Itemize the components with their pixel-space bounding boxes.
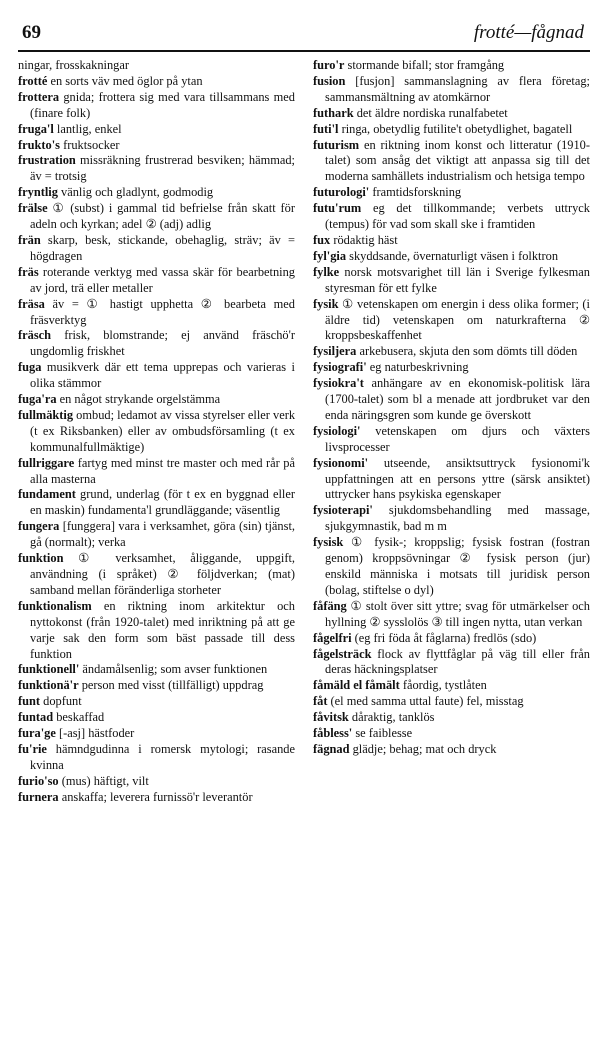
entry-headword: fysionomi': [313, 455, 369, 470]
dictionary-entry: [313, 376, 590, 424]
dictionary-entry: [18, 122, 295, 138]
dictionary-entry: [18, 456, 295, 488]
dictionary-entry: [18, 153, 295, 185]
entry-headword: fusion: [313, 73, 346, 88]
entry-definition: anskaffa; leverera furnissö'r leverantör: [58, 789, 253, 804]
dictionary-entry: [18, 599, 295, 663]
dictionary-entry: [313, 249, 590, 265]
entry-definition: [fusjon] sammanslagning av flera företag; sammansmältning av atomkärnor: [325, 73, 590, 104]
entry-definition: grund, underlag (för t ex en byggnad eller en maskin) fundamenta'l grundläggande; väsentlig: [30, 487, 295, 518]
entry-headword: funktionä'r: [18, 678, 79, 693]
entry-headword: funktionell': [18, 662, 80, 677]
entry-headword: frän: [18, 232, 41, 247]
entry-headword: fräsa: [18, 296, 45, 311]
entry-definition: dåraktig, tanklös: [348, 710, 435, 725]
entry-definition: sjukdomsbehandling med massage, sjukgymnastik, bad m m: [325, 503, 590, 534]
dictionary-entry: [18, 678, 295, 694]
running-head: frotté—fågnad: [473, 22, 584, 43]
dictionary-entry: [18, 265, 295, 297]
dictionary-entry: [18, 774, 295, 790]
entry-headword: fundament: [18, 487, 76, 502]
dictionary-entry: [18, 185, 295, 201]
dictionary-entry: [18, 790, 295, 806]
entry-headword: fuga'ra: [18, 392, 57, 407]
entry-headword: furo'r: [313, 58, 345, 72]
entry-definition: fruktsocker: [60, 137, 120, 152]
entry-headword: funtad: [18, 710, 54, 725]
entry-headword: fuga: [18, 360, 42, 375]
entry-definition: ① fysik-; kroppslig; fysisk fostran (fostran genom) kroppsövningar ② fysisk person (jur) enskild människa i motsats till juridisk person (bolag, stiftelse o dyl): [325, 535, 590, 597]
entry-headword: fysiljera: [313, 344, 357, 359]
dictionary-entry: [313, 297, 590, 345]
entry-definition: musikverk där ett tema upprepas och varieras i olika stämmor: [30, 360, 295, 391]
entry-headword: frukto's: [18, 137, 60, 152]
dictionary-entry: [18, 233, 295, 265]
entry-headword: fryntlig: [18, 185, 58, 200]
dictionary-entry: [313, 185, 590, 201]
right-column: [313, 58, 590, 1053]
entry-definition: ① vetenskapen om energin i dess olika former; (i äldre tid) vetenskapen om naturkrafterna ② kroppsbeskaffenhet: [325, 296, 590, 343]
dictionary-entry: [313, 647, 590, 679]
entry-definition: en riktning inom arkitektur och nyttokonst (från 1920-talet) med inriktning på att ge varje sak den form som bäst passade till dess funktion: [30, 598, 295, 661]
entry-headword: frottera: [18, 89, 60, 104]
dictionary-entry: [313, 360, 590, 376]
dictionary-entry: [313, 535, 590, 599]
entry-definition: dopfunt: [40, 694, 82, 709]
entry-definition: skarp, besk, stickande, obehaglig, sträv; äv = högdragen: [30, 232, 295, 263]
dictionary-entry: [18, 58, 295, 74]
entry-definition: [-asj] hästfoder: [55, 726, 135, 741]
entry-definition: vänlig och gladlynt, godmodig: [57, 185, 214, 200]
entry-headword: fräs: [18, 264, 39, 279]
dictionary-entry: [313, 74, 590, 106]
dictionary-entry: [313, 265, 590, 297]
entry-headword: futurologi': [313, 185, 370, 200]
dictionary-entry: [313, 233, 590, 249]
dictionary-entry: [18, 90, 295, 122]
entry-definition: fåordig, tystlåten: [399, 678, 487, 693]
entry-definition: missräkning frustrerad besviken; hämmad; äv = trotsig: [30, 153, 295, 184]
dictionary-entry: [313, 122, 590, 138]
entry-definition: hämndgudinna i romersk mytologi; rasande kvinna: [30, 741, 295, 772]
entry-definition: se faiblesse: [352, 726, 413, 741]
entry-headword: funt: [18, 694, 41, 709]
entry-headword: fågelsträck: [313, 646, 372, 661]
dictionary-entry: [313, 503, 590, 535]
entry-definition: ningar, frosskakningar: [18, 58, 129, 72]
dictionary-entry: [313, 742, 590, 758]
entry-definition: ① verksamhet, åliggande, uppgift, användning (i språket) ② följdverkan; (mat) samband mellan föränderliga storheter: [30, 551, 295, 597]
entry-definition: eg naturbeskrivning: [366, 360, 469, 375]
entry-headword: fåvitsk: [313, 710, 349, 725]
dictionary-entry: [18, 392, 295, 408]
entry-definition: (eg fri föda åt fåglarna) fredlös (sdo): [351, 630, 537, 645]
entry-definition: fartyg med minst tre master och med rår på alla masterna: [30, 455, 295, 486]
dictionary-entry: [18, 74, 295, 90]
dictionary-entry: [18, 360, 295, 392]
entry-definition: en något strykande orgelstämma: [56, 392, 221, 407]
entry-definition: ① (subst) i gammal tid befrielse från skatt för adeln och kyrkan; adel ② (adj) adlig: [30, 201, 295, 232]
entry-definition: ombud; ledamot av vissa styrelser eller verk (t ex Riksbanken) eller av ombudsförsamling (t ex kommunalfullmäktige): [30, 407, 296, 454]
entry-headword: furnera: [18, 789, 59, 804]
entry-headword: fåt: [313, 694, 328, 709]
entry-headword: fågelfri: [313, 630, 352, 645]
entry-definition: (mus) häftigt, vilt: [58, 773, 149, 788]
entry-headword: fåbless': [313, 726, 353, 741]
entry-headword: fyl'gia: [313, 248, 347, 263]
entry-headword: furio'so: [18, 773, 59, 788]
entry-headword: fåfäng: [313, 598, 347, 613]
dictionary-entry: [18, 742, 295, 774]
page-header: [22, 14, 584, 44]
entry-definition: utseende, ansiktsuttryck fysionomi'k uppfattningen att en persons yttre (särsk ansiktet) uttrycker hans psykiska egenskaper: [325, 455, 590, 502]
dictionary-entry: [18, 694, 295, 710]
entry-headword: fysisk: [313, 535, 344, 550]
dictionary-entry: [18, 726, 295, 742]
dictionary-entry: [18, 487, 295, 519]
entry-definition: (el med samma uttal faute) fel, misstag: [327, 694, 524, 709]
entry-headword: funktion: [18, 551, 64, 566]
entry-headword: fåmäld el fåmält: [313, 678, 400, 693]
header-rule: [18, 50, 590, 52]
dictionary-entry: [18, 408, 295, 456]
entry-headword: fungera: [18, 519, 60, 534]
entry-definition: glädje; behag; mat och dryck: [349, 741, 497, 756]
dictionary-entry: [313, 456, 590, 504]
entry-headword: fux: [313, 232, 331, 247]
dictionary-entry: [313, 106, 590, 122]
dictionary-entry: [313, 344, 590, 360]
dictionary-entry: [18, 297, 295, 329]
entry-definition: vetenskapen om djurs och växters livsprocesser: [325, 423, 590, 454]
entry-headword: fullmäktig: [18, 407, 74, 422]
dictionary-entry: [313, 726, 590, 742]
entry-headword: futurism: [313, 137, 360, 152]
dictionary-entry: [18, 662, 295, 678]
dictionary-entry: [313, 678, 590, 694]
entry-headword: futhark: [313, 105, 354, 120]
dictionary-entry: [18, 328, 295, 360]
entry-headword: frotté: [18, 73, 48, 88]
entry-definition: ringa, obetydlig futilite't obetydlighet, bagatell: [338, 121, 573, 136]
entry-headword: fylke: [313, 264, 340, 279]
entry-definition: [funggera] vara i verksamhet, göra (sin) tjänst, gå (normalt); verka: [30, 519, 295, 550]
entry-definition: roterande verktyg med vassa skär för bearbetning av jord, trä eller metaller: [30, 264, 295, 295]
entry-definition: person med visst (tillfälligt) uppdrag: [78, 678, 264, 693]
entry-definition: eg det tillkommande; verbets uttryck (tempus) för vad som skall ske i framtiden: [325, 201, 590, 232]
dictionary-entry: [313, 710, 590, 726]
entry-headword: fura'ge: [18, 726, 56, 741]
left-column: [18, 58, 295, 1053]
entry-definition: en sorts väv med öglor på ytan: [47, 73, 203, 88]
dictionary-entry: [313, 201, 590, 233]
entry-definition: rödaktig häst: [330, 232, 398, 247]
entry-definition: beskaffad: [53, 710, 105, 725]
entry-headword: frälse: [18, 201, 48, 216]
entry-headword: fruga'l: [18, 121, 54, 136]
dictionary-entry: [313, 138, 590, 186]
entry-definition: ändamålsenlig; som avser funktionen: [79, 662, 268, 677]
dictionary-entry: [18, 551, 295, 599]
entry-definition: det äldre nordiska runalfabetet: [353, 105, 508, 120]
dictionary-entry: [313, 631, 590, 647]
entry-headword: fullriggare: [18, 455, 75, 470]
dictionary-entry: [313, 58, 590, 74]
entry-headword: fägnad: [313, 741, 350, 756]
entry-definition: flock av flyttfåglar på väg till eller från deras häckningsplatser: [325, 646, 590, 677]
dictionary-entry: [18, 710, 295, 726]
entry-definition: gnida; frottera sig med vara tillsammans med (finare folk): [30, 89, 295, 120]
entry-definition: ① stolt över sitt yttre; svag för utmärkelser och hyllning ② sysslolös ③ till ingen nytta, utan verkan: [325, 598, 590, 629]
entry-definition: lantlig, enkel: [53, 121, 122, 136]
entry-headword: fu'rie: [18, 741, 47, 756]
entry-definition: äv = ① hastigt upphetta ② bearbeta med fräsverktyg: [30, 296, 295, 327]
entry-definition: framtidsforskning: [369, 185, 462, 200]
columns: [18, 58, 590, 1053]
entry-definition: norsk motsvarighet till län i Sverige fylkesman styresman för ett fylke: [325, 264, 590, 295]
entry-headword: fysiologi': [313, 423, 361, 438]
entry-headword: fysiokra't: [313, 376, 364, 391]
entry-definition: frisk, blomstrande; ej använd fräschö'r ungdomlig friskhet: [30, 328, 295, 359]
dictionary-entry: [313, 424, 590, 456]
entry-definition: en riktning inom konst och litteratur (1910-talet) som ansåg det viktigt att anpassa sig till det moderna samhällets industrialism och hetsiga tempo: [325, 137, 590, 184]
entry-headword: fysiografi': [313, 360, 367, 375]
entry-headword: fysioterapi': [313, 503, 373, 518]
entry-definition: stormande bifall; stor framgång: [344, 58, 505, 72]
page-number: 69: [22, 22, 41, 43]
entry-headword: fysik: [313, 296, 339, 311]
dictionary-entry: [18, 201, 295, 233]
dictionary-entry: [18, 519, 295, 551]
dictionary-entry: [313, 694, 590, 710]
entry-headword: frustration: [18, 153, 76, 168]
entry-definition: anhängare av en ekonomisk-politisk lära (1700-talet) som bl a menade att jordbruket var den enda näringsgren som kunde ge överskott: [325, 376, 590, 422]
entry-headword: fräsch: [18, 328, 52, 343]
entry-definition: arkebusera, skjuta den som dömts till döden: [356, 344, 578, 359]
dictionary-entry: [18, 138, 295, 154]
entry-headword: futi'l: [313, 121, 339, 136]
entry-headword: funktionalism: [18, 598, 92, 613]
entry-definition: skyddsande, övernaturligt väsen i folktron: [346, 248, 559, 263]
dictionary-entry: [313, 599, 590, 631]
entry-headword: futu'rum: [313, 201, 362, 216]
